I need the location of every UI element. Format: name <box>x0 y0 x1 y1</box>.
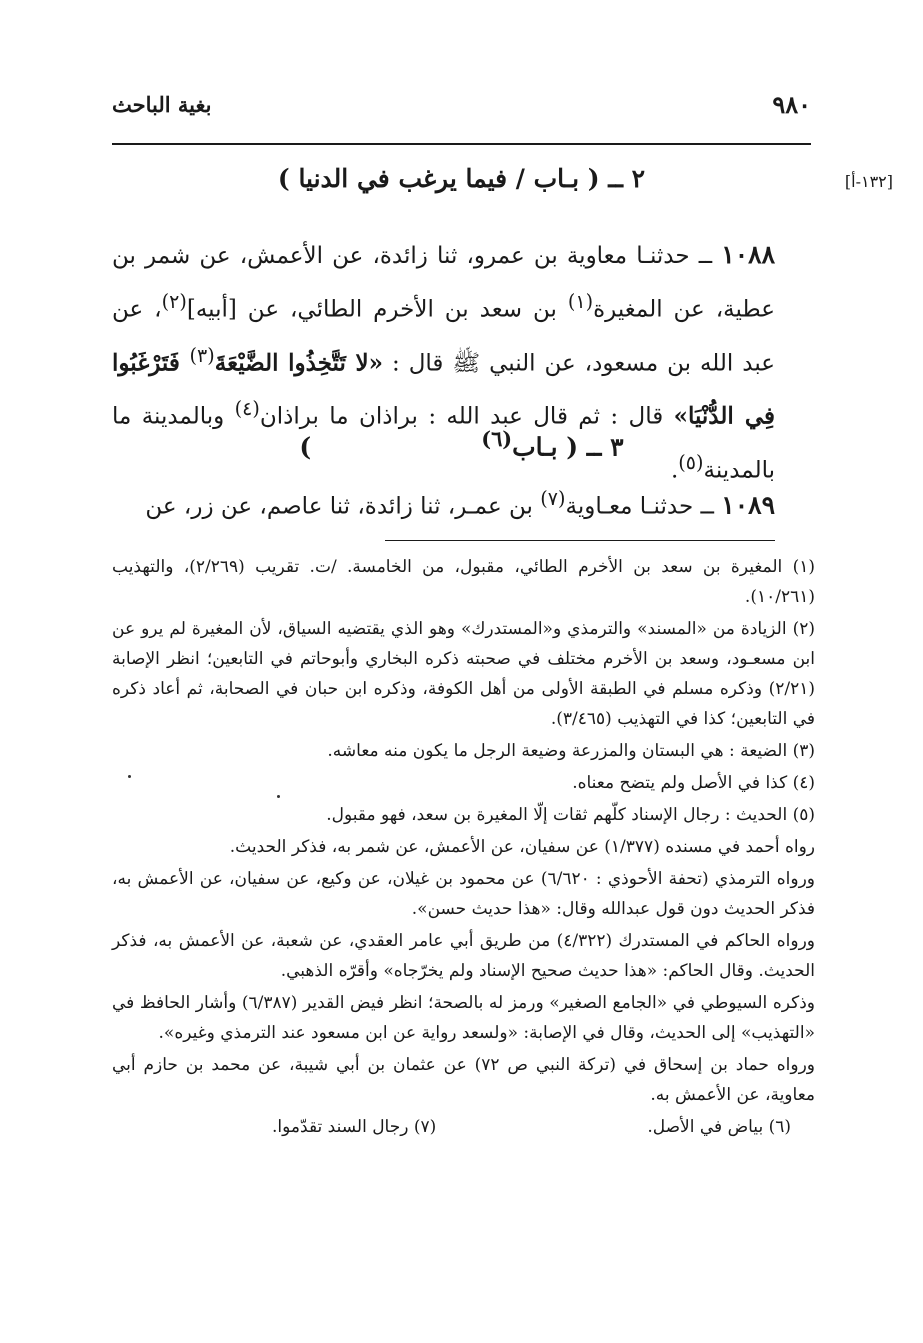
chapter-title: ٣ ــ ( بـاب <box>512 432 624 462</box>
hadith-text: ، عن عبد الله بن مسعود، عن النبي ﷺ قال : <box>112 296 775 377</box>
footnote-ref: (١) <box>567 290 594 313</box>
hadith-text: بن سعد بن الأخرم الطائي، عن [أبيه] <box>186 296 568 323</box>
footnote-5: (٥) الحديث : رجال الإسناد كلّهم ثقات إلّا المغيرة بن سعد، فهو مقبول. <box>326 805 815 825</box>
hadith-text: ــ حدثنـا معاوية بن عمرو، ثنا زائدة، عن الأعمش، عن شمر بن عطية، عن المغيرة <box>112 243 775 323</box>
footnote-ref: (٥) <box>678 450 704 474</box>
footnotes <box>112 552 815 1142</box>
header-rule <box>112 143 811 145</box>
footnotes-6-7 <box>272 1112 791 1142</box>
prophetic-quote: فَتَرْغَبُوا فِي الدُّنْيَا» <box>112 349 775 430</box>
footnote-2: (٢) الزيادة من «المسند» والترمذي و«المستدرك» وهو الذي يقتضيه السياق، لأن المغيرة لم يرو عن ابن مسعـود، وسعد بن الأخرم مختلف في صحبته ذكره البخاري وأبوحاتم في التابعين؛ انظر الإصابة (٢/٢١) وذكره مسلم في الطبقة الأولى من أهل الكوفة، وذكره ابن حبان في الصحابة، ثم أعاد ذكره في التابعين؛ كذا في التهذيب (٣/٤٦٥). <box>112 619 815 729</box>
hadith-text: قال : ثم قال عبد الله : براذان ما براذان <box>259 403 674 430</box>
footnote-rule <box>385 540 775 541</box>
running-header <box>112 88 811 128</box>
footnote-ref: (٤) <box>234 397 260 421</box>
footnote-6: (٦) بياض في الأصل. <box>647 1117 791 1137</box>
chapter-heading-2: ٢ ــ ( بـاب / فيما يرغب في الدنيا ) <box>277 164 646 193</box>
footnote-7: (٧) رجال السند تقدّموا. <box>272 1117 437 1137</box>
print-speck <box>277 795 280 798</box>
hadith-text: . <box>670 457 679 484</box>
footnote-5-tirmidhi: ورواه الترمذي (تحفة الأحوذي : ٦/٦٢٠) عن محمود بن غيلان، عن وكيع، عن سفيان، عن الأعمش به، فذكر الحديث دون قول عبدالله وقال: «هذا حديث حسن». <box>112 869 816 919</box>
footnote-3: (٣) الضيعة : هي البستان والمزرعة وضيعة الرجل ما يكون منه معاشه. <box>327 741 815 761</box>
prophetic-quote: «لا تَتَّخِذُوا الضَّيْعَةَ <box>214 349 384 377</box>
hadith-text: وبالمدينة ما بالمدينة <box>112 403 775 484</box>
footnote-1: (١) المغيرة بن سعد بن الأخرم الطائي، مقبول، من الخامسة. /ت. تقريب (٢/٢٦٩)، والتهذيب (١٠/٢٦١). <box>112 557 815 607</box>
footnote-5-hakim: ورواه الحاكم في المستدرك (٤/٣٢٢) من طريق أبي عامر العقدي، عن شعبة، عن الأعمش به، فذكر الحديث. وقال الحاكم: «هذا حديث صحيح الإسناد ولم يخرّجاه» وأقرّه الذهبي. <box>112 931 815 981</box>
hadith-number: ١٠٨٨ <box>721 240 775 269</box>
chapter-close: ) <box>299 432 312 462</box>
footnote-5-suyuti: وذكره السيوطي في «الجامع الصغير» ورمز له بالصحة؛ انظر فيض القدير (٦/٣٨٧) وأشار الحافظ في «التهذيب» إلى الحديث، وقال في الإصابة: «ولسعد رواية عن ابن مسعود عند الترمذي وغيره». <box>112 993 815 1043</box>
footnote-ref: (٣) <box>189 343 215 367</box>
page-number: ٩٨٠ <box>772 90 811 119</box>
hadith-number: ١٠٨٩ <box>721 490 775 520</box>
footnote-ref: (٢) <box>161 290 187 313</box>
footnote-5-hammad: ورواه حماد بن إسحاق في (تركة النبي ص ٧٢) عن عثمان بن أبي شيبة، عن محمد بن حازم أبي معاوية، عن الأعمش به. <box>112 1055 815 1105</box>
footnote-5-ahmad: رواه أحمد في مسنده (١/٣٧٧) عن سفيان، عن الأعمش، عن شمر به، فذكر الحديث. <box>229 837 815 857</box>
hadith-1089 <box>112 476 775 530</box>
hadith-text: ــ حدثنـا معـاوية <box>565 493 714 520</box>
hadith-text: بن عمـر، ثنا زائدة، ثنا عاصم، عن زر، عن <box>145 493 541 520</box>
print-speck <box>128 775 131 778</box>
chapter-heading-3 <box>112 426 811 461</box>
book-title: بغية الباحث <box>112 92 212 117</box>
footnote-ref: (٧) <box>540 487 566 510</box>
manuscript-folio-note: [١٣٢-أ] <box>844 172 893 191</box>
footnote-4: (٤) كذا في الأصل ولم يتضح معناه. <box>572 773 815 793</box>
footnote-ref: (٦) <box>481 426 513 451</box>
